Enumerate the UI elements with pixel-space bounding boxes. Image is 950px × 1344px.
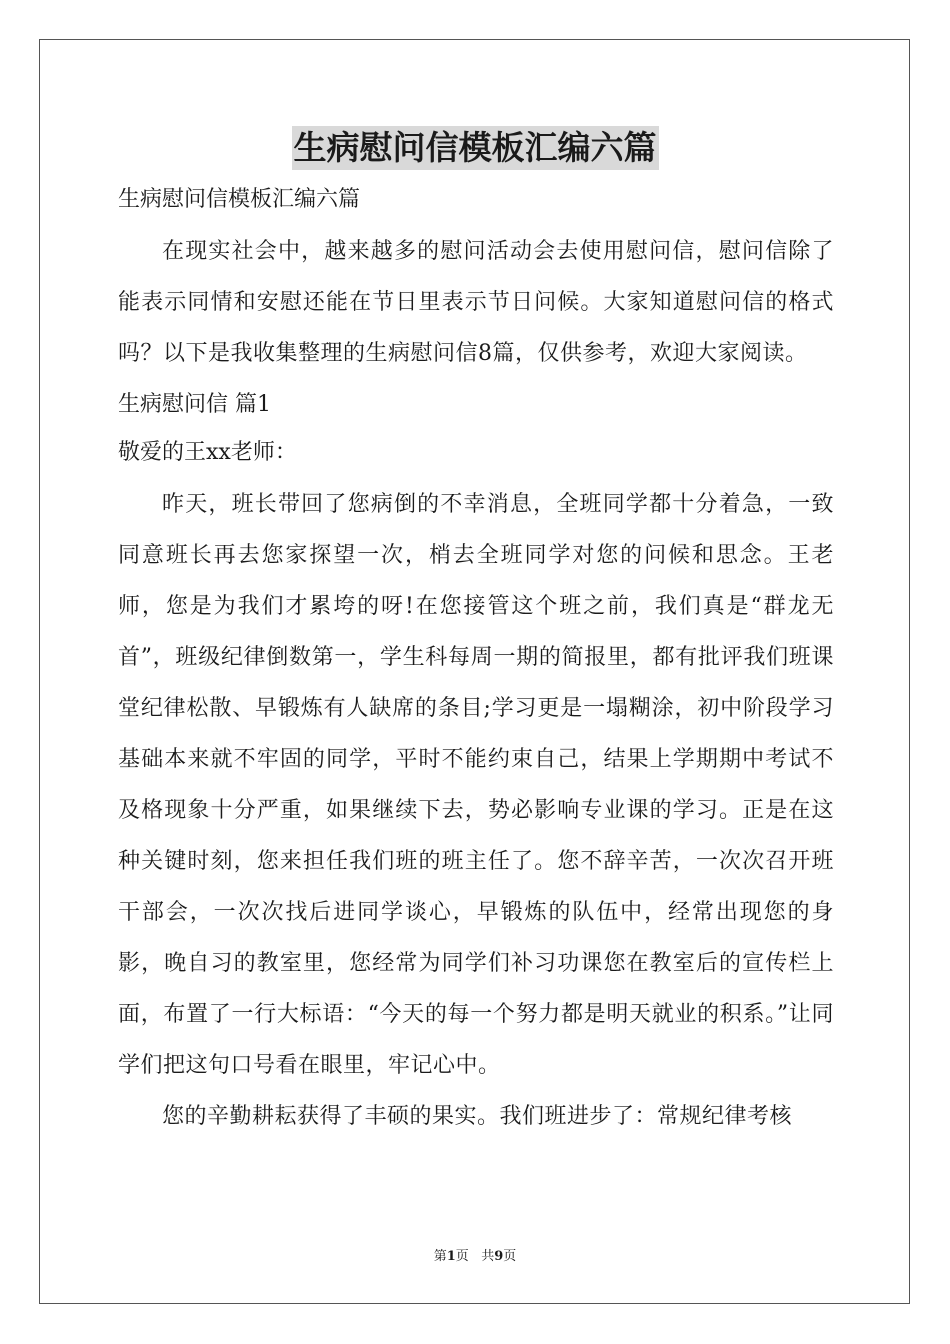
footer-prefix: 第	[433, 1249, 447, 1264]
document-body	[118, 178, 834, 1142]
footer-suffix: 页	[503, 1249, 517, 1264]
body-paragraph: 昨天，班长带回了您病倒的不幸消息，全班同学都十分着急，一致同意班长再去您家探望一次，梢去全班同学对您的问候和思念。王老师，您是为我们才累垮的呀!在您接管这个班之前，我们真是“群龙无首”，班级纪律倒数第一，学生科每周一期的简报里，都有批评我们班课堂纪律松散、早锻炼有人缺席的条目;学习更是一塌糊涂，初中阶段学习基础本来就不牢固的同学，平时不能约束自己，结果上学期期中考试不及格现象十分严重，如果继续下去，势必影响专业课的学习。正是在这种关键时刻，您来担任我们班的班主任了。您不辞辛苦，一次次召开班干部会，一次次找后进同学谈心，早锻炼的队伍中，经常出现您的身影，晚自习的教室里，您经常为同学们补习功课您在教室后的宣传栏上面，布置了一行大标语：“今天的每一个努力都是明天就业的积系。”让同学们把这句口号看在眼里，牢记心中。	[118, 492, 834, 1078]
total-page-number: 9	[494, 1249, 504, 1264]
footer-mid: 页 共	[455, 1249, 495, 1264]
document-title: 生病慰问信模板汇编六篇	[292, 126, 659, 170]
section-heading: 生病慰问信 篇1	[118, 392, 271, 417]
title-container	[0, 126, 950, 170]
body-paragraph-continued: 您的辛勤耕耘获得了丰硕的果实。我们班进步了：常规纪律考核	[162, 1104, 793, 1129]
current-page-number: 1	[446, 1249, 456, 1264]
document-subtitle: 生病慰问信模板汇编六篇	[118, 187, 361, 212]
salutation: 敬爱的王xx老师：	[118, 440, 297, 465]
page-footer	[0, 1248, 950, 1266]
intro-paragraph: 在现实社会中，越来越多的慰问活动会去使用慰问信，慰问信除了能表示同情和安慰还能在节日里表示节日问候。大家知道慰问信的格式吗？以下是我收集整理的生病慰问信8篇，仅供参考，欢迎大家阅读。	[118, 239, 834, 366]
